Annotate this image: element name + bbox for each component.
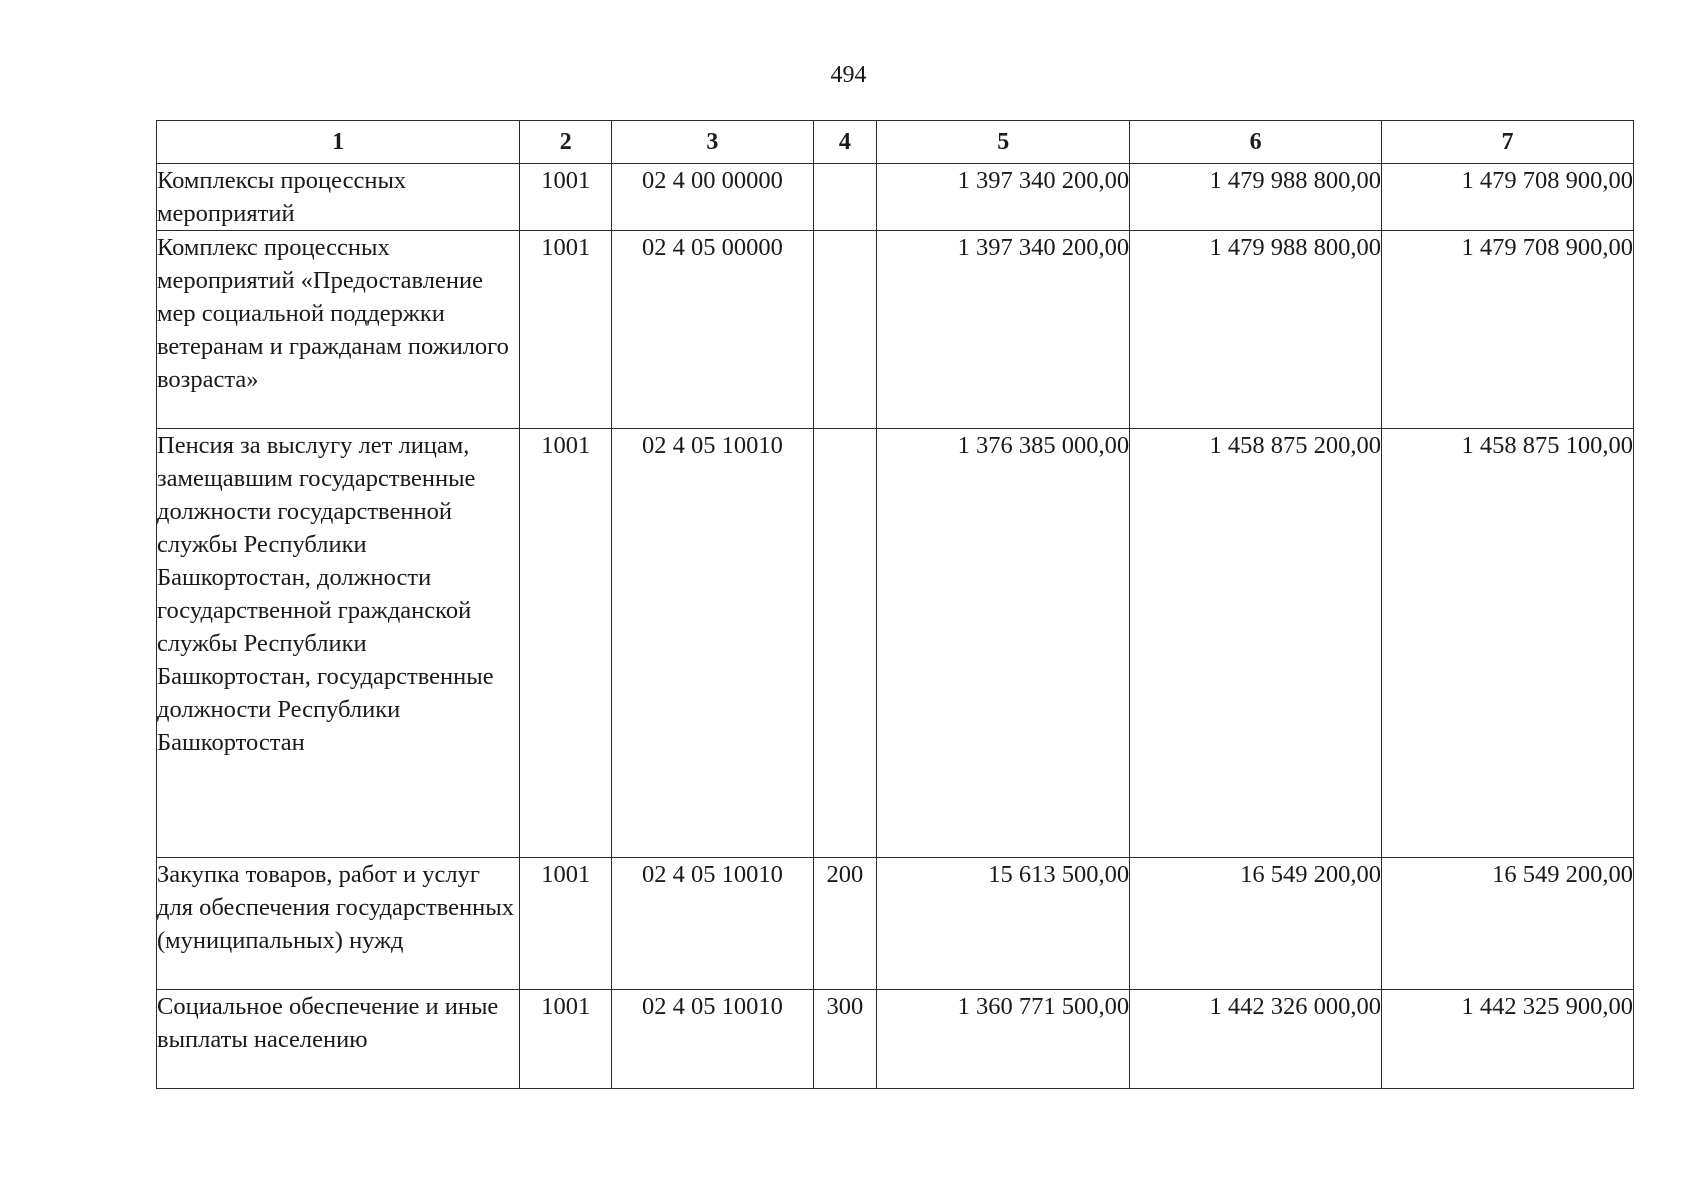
column-header-5: 5	[877, 121, 1130, 164]
row-expense-type	[813, 164, 877, 231]
row-expense-type	[813, 429, 877, 858]
column-header-4: 4	[813, 121, 877, 164]
row-section-code: 1001	[520, 164, 612, 231]
row-amount-col6: 16 549 200,00	[1130, 858, 1382, 990]
row-target-code: 02 4 05 00000	[612, 231, 813, 429]
row-section-code: 1001	[520, 429, 612, 858]
row-amount-col6: 1 479 988 800,00	[1130, 231, 1382, 429]
row-amount-col5: 1 376 385 000,00	[877, 429, 1130, 858]
column-header-3: 3	[612, 121, 813, 164]
row-expense-type	[813, 231, 877, 429]
row-amount-col5: 1 397 340 200,00	[877, 164, 1130, 231]
row-amount-col6: 1 458 875 200,00	[1130, 429, 1382, 858]
row-name: Социальное обеспечение и иные выплаты населению	[157, 990, 520, 1089]
row-target-code: 02 4 05 10010	[612, 858, 813, 990]
column-header-6: 6	[1130, 121, 1382, 164]
table-row	[157, 231, 1634, 429]
budget-table	[156, 120, 1634, 1089]
row-target-code: 02 4 05 10010	[612, 429, 813, 858]
row-amount-col5: 1 397 340 200,00	[877, 231, 1130, 429]
row-amount-col7: 1 479 708 900,00	[1382, 164, 1634, 231]
row-section-code: 1001	[520, 990, 612, 1089]
row-expense-type: 200	[813, 858, 877, 990]
row-amount-col5: 1 360 771 500,00	[877, 990, 1130, 1089]
column-header-2: 2	[520, 121, 612, 164]
row-target-code: 02 4 05 10010	[612, 990, 813, 1089]
table-row	[157, 429, 1634, 858]
table-row	[157, 858, 1634, 990]
row-section-code: 1001	[520, 231, 612, 429]
row-name: Закупка товаров, работ и услуг для обеспечения государственных (муниципальных) нужд	[157, 858, 520, 990]
row-name: Комплексы процессных мероприятий	[157, 164, 520, 231]
table-row	[157, 164, 1634, 231]
row-amount-col7: 1 442 325 900,00	[1382, 990, 1634, 1089]
row-target-code: 02 4 00 00000	[612, 164, 813, 231]
row-amount-col7: 16 549 200,00	[1382, 858, 1634, 990]
row-expense-type: 300	[813, 990, 877, 1089]
row-section-code: 1001	[520, 858, 612, 990]
page-number: 494	[830, 62, 867, 88]
row-name: Пенсия за выслугу лет лицам, замещавшим государственные должности государственной службы Республики Башкортостан, должности государственной гражданской службы Республики Башкортостан, государственные должности Республики Башкортостан	[157, 429, 520, 858]
row-amount-col7: 1 479 708 900,00	[1382, 231, 1634, 429]
row-amount-col7: 1 458 875 100,00	[1382, 429, 1634, 858]
table-header-row	[157, 121, 1634, 164]
table-row	[157, 990, 1634, 1089]
column-header-1: 1	[157, 121, 520, 164]
column-header-7: 7	[1382, 121, 1634, 164]
row-amount-col6: 1 479 988 800,00	[1130, 164, 1382, 231]
row-name: Комплекс процессных мероприятий «Предоставление мер социальной поддержки ветеранам и гражданам пожилого возраста»	[157, 231, 520, 429]
row-amount-col5: 15 613 500,00	[877, 858, 1130, 990]
row-amount-col6: 1 442 326 000,00	[1130, 990, 1382, 1089]
